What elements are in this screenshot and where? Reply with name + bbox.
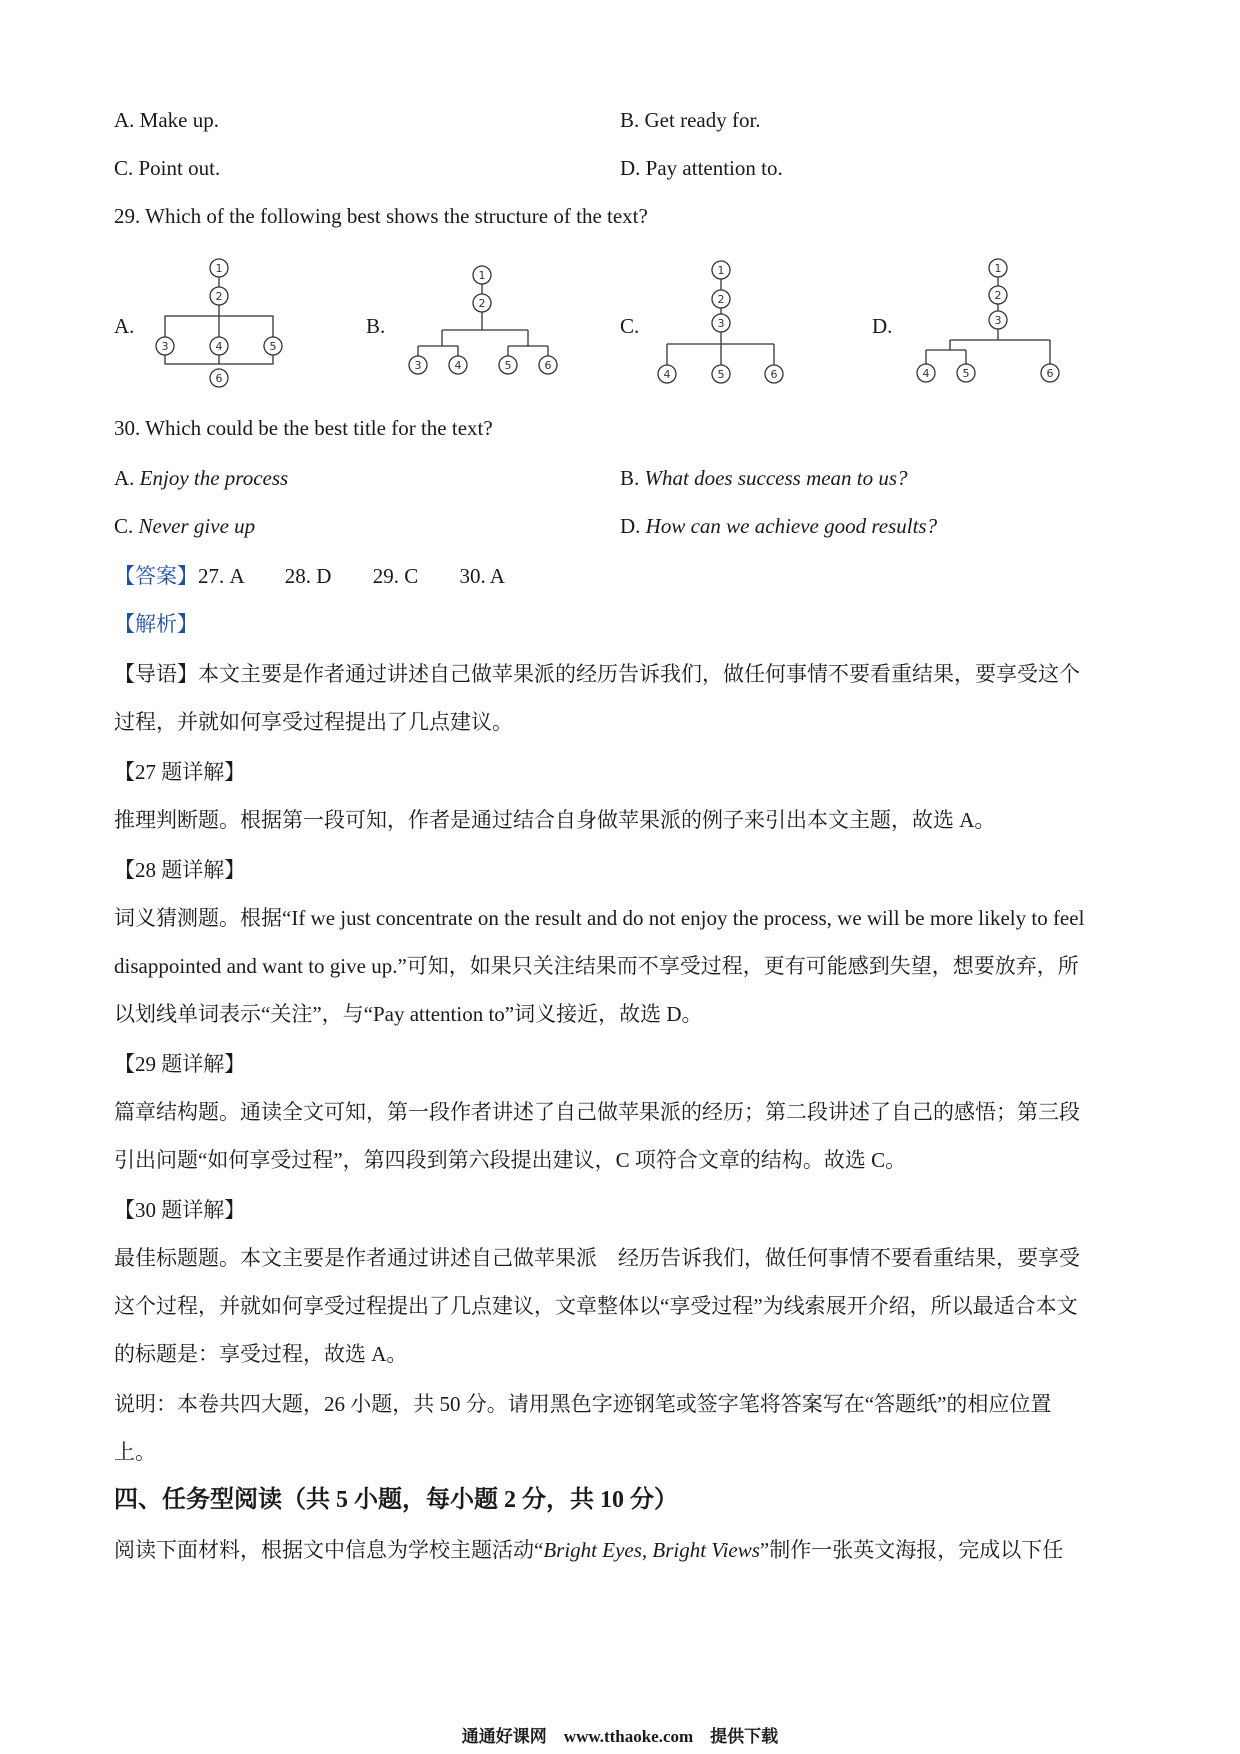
diagram-a-node-5: 5 [269, 340, 277, 353]
diagram-b-node-3: 3 [414, 359, 422, 372]
diagram-d-node-5: 5 [962, 367, 970, 380]
structure-diagram-d [910, 258, 1070, 393]
detail-30-line-1: 最佳标题题。本文主要是作者通过讲述自己做苹果派 经历告诉我们，做任何事情不要看重结果，要享受 [114, 1246, 1080, 1270]
diagram-d-node-3: 3 [994, 314, 1002, 327]
detail-27-line-1: 推理判断题。根据第一段可知，作者是通过结合自身做苹果派的例子来引出本文主题，故选 A。 [114, 808, 996, 832]
diagram-d-node-1: 1 [994, 262, 1002, 275]
diagram-d-node-4: 4 [922, 367, 930, 380]
diagram-c-node-2: 2 [717, 293, 725, 306]
answer-tag: 【答案】 [114, 564, 198, 588]
detail-30-line-2: 这个过程，并就如何享受过程提出了几点建议，文章整体以“享受过程”为线索展开介绍，所以最适合本文 [114, 1294, 1078, 1318]
answer-line: 【答案】27. A 28. D 29. C 30. A [114, 564, 505, 588]
diagram-b-node-1: 1 [478, 269, 486, 282]
detail-27-heading: 【27 题详解】 [114, 760, 246, 784]
diagram-d-node-2: 2 [994, 289, 1002, 302]
note-line-2: 上。 [114, 1440, 156, 1464]
diagram-d-node-6: 6 [1046, 367, 1054, 380]
q29-label-d: D. [872, 314, 893, 338]
q29-label-b: B. [366, 314, 386, 338]
diagram-b-node-5: 5 [504, 359, 512, 372]
diagram-c-node-6: 6 [770, 368, 778, 381]
diagram-b-node-6: 6 [544, 359, 552, 372]
detail-29-line-1: 篇章结构题。通读全文可知，第一段作者讲述了自己做苹果派的经历；第二段讲述了自己的感悟；第三段 [114, 1100, 1080, 1124]
diagram-a-node-6: 6 [215, 372, 223, 385]
note-line-1: 说明：本卷共四大题，26 小题，共 50 分。请用黑色字迹钢笔或签字笔将答案写在“答题纸”的相应位置 [114, 1392, 1052, 1416]
detail-29-line-2: 引出问题“如何享受过程”，第四段到第六段提出建议，C 项符合文章的结构。故选 C。 [114, 1148, 907, 1172]
page-footer: 通通好课网 www.tthaoke.com 提供下载 [461, 1727, 779, 1746]
diagram-a-node-4: 4 [215, 340, 223, 353]
q30-option-b: B. What does success mean to us? [620, 466, 908, 490]
guide-line-2: 过程，并就如何享受过程提出了几点建议。 [114, 710, 513, 734]
diagram-c-node-3: 3 [717, 317, 725, 330]
q30-option-a: A. Enjoy the process [114, 466, 289, 490]
detail-30-heading: 【30 题详解】 [114, 1198, 246, 1222]
q29-stem: 29. Which of the following best shows the structure of the text? [114, 204, 648, 228]
diagram-c-node-1: 1 [717, 264, 725, 277]
detail-28-line-3: 以划线单词表示“关注”，与“Pay attention to”词义接近，故选 D。 [114, 1002, 703, 1026]
q28-option-a: A. Make up. [114, 108, 219, 132]
detail-28-line-2: disappointed and want to give up.”可知，如果只关注结果而不享受过程，更有可能感到失望，想要放弃，所 [114, 954, 1079, 978]
q30-stem: 30. Which could be the best title for the text? [114, 416, 493, 440]
q28-option-d: D. Pay attention to. [620, 156, 783, 180]
detail-28-line-1: 词义猜测题。根据“If we just concentrate on the result and do not enjoy the process, we will be more likely to feel [114, 906, 1085, 930]
detail-29-heading: 【29 题详解】 [114, 1052, 246, 1076]
section-4-title: 四、任务型阅读（共 5 小题，每小题 2 分，共 10 分） [114, 1487, 678, 1513]
diagram-b-node-4: 4 [454, 359, 462, 372]
q29-label-c: C. [620, 314, 640, 338]
structure-diagram-b [400, 258, 570, 393]
section-4-intro: 阅读下面材料，根据文中信息为学校主题活动“Bright Eyes, Bright Views”制作一张英文海报，完成以下任 [114, 1538, 1064, 1562]
detail-28-heading: 【28 题详解】 [114, 858, 246, 882]
guide-line-1: 【导语】本文主要是作者通过讲述自己做苹果派的经历告诉我们，做任何事情不要看重结果，要享受这个 [114, 662, 1080, 686]
diagram-a-node-1: 1 [215, 262, 223, 275]
diagram-b-node-2: 2 [478, 297, 486, 310]
diagram-a-node-3: 3 [161, 340, 169, 353]
analysis-tag: 【解析】 [114, 612, 198, 636]
diagram-a-node-2: 2 [215, 290, 223, 303]
q28-option-c: C. Point out. [114, 156, 221, 180]
structure-diagram-c [650, 258, 800, 393]
diagram-c-node-4: 4 [663, 368, 671, 381]
q29-label-a: A. [114, 314, 135, 338]
structure-diagram-a [150, 258, 290, 393]
detail-30-line-3: 的标题是：享受过程，故选 A。 [114, 1342, 408, 1366]
q30-option-c: C. Never give up [114, 514, 256, 538]
diagram-c-node-5: 5 [717, 368, 725, 381]
q28-option-b: B. Get ready for. [620, 108, 761, 132]
q30-option-d: D. How can we achieve good results? [620, 514, 938, 538]
